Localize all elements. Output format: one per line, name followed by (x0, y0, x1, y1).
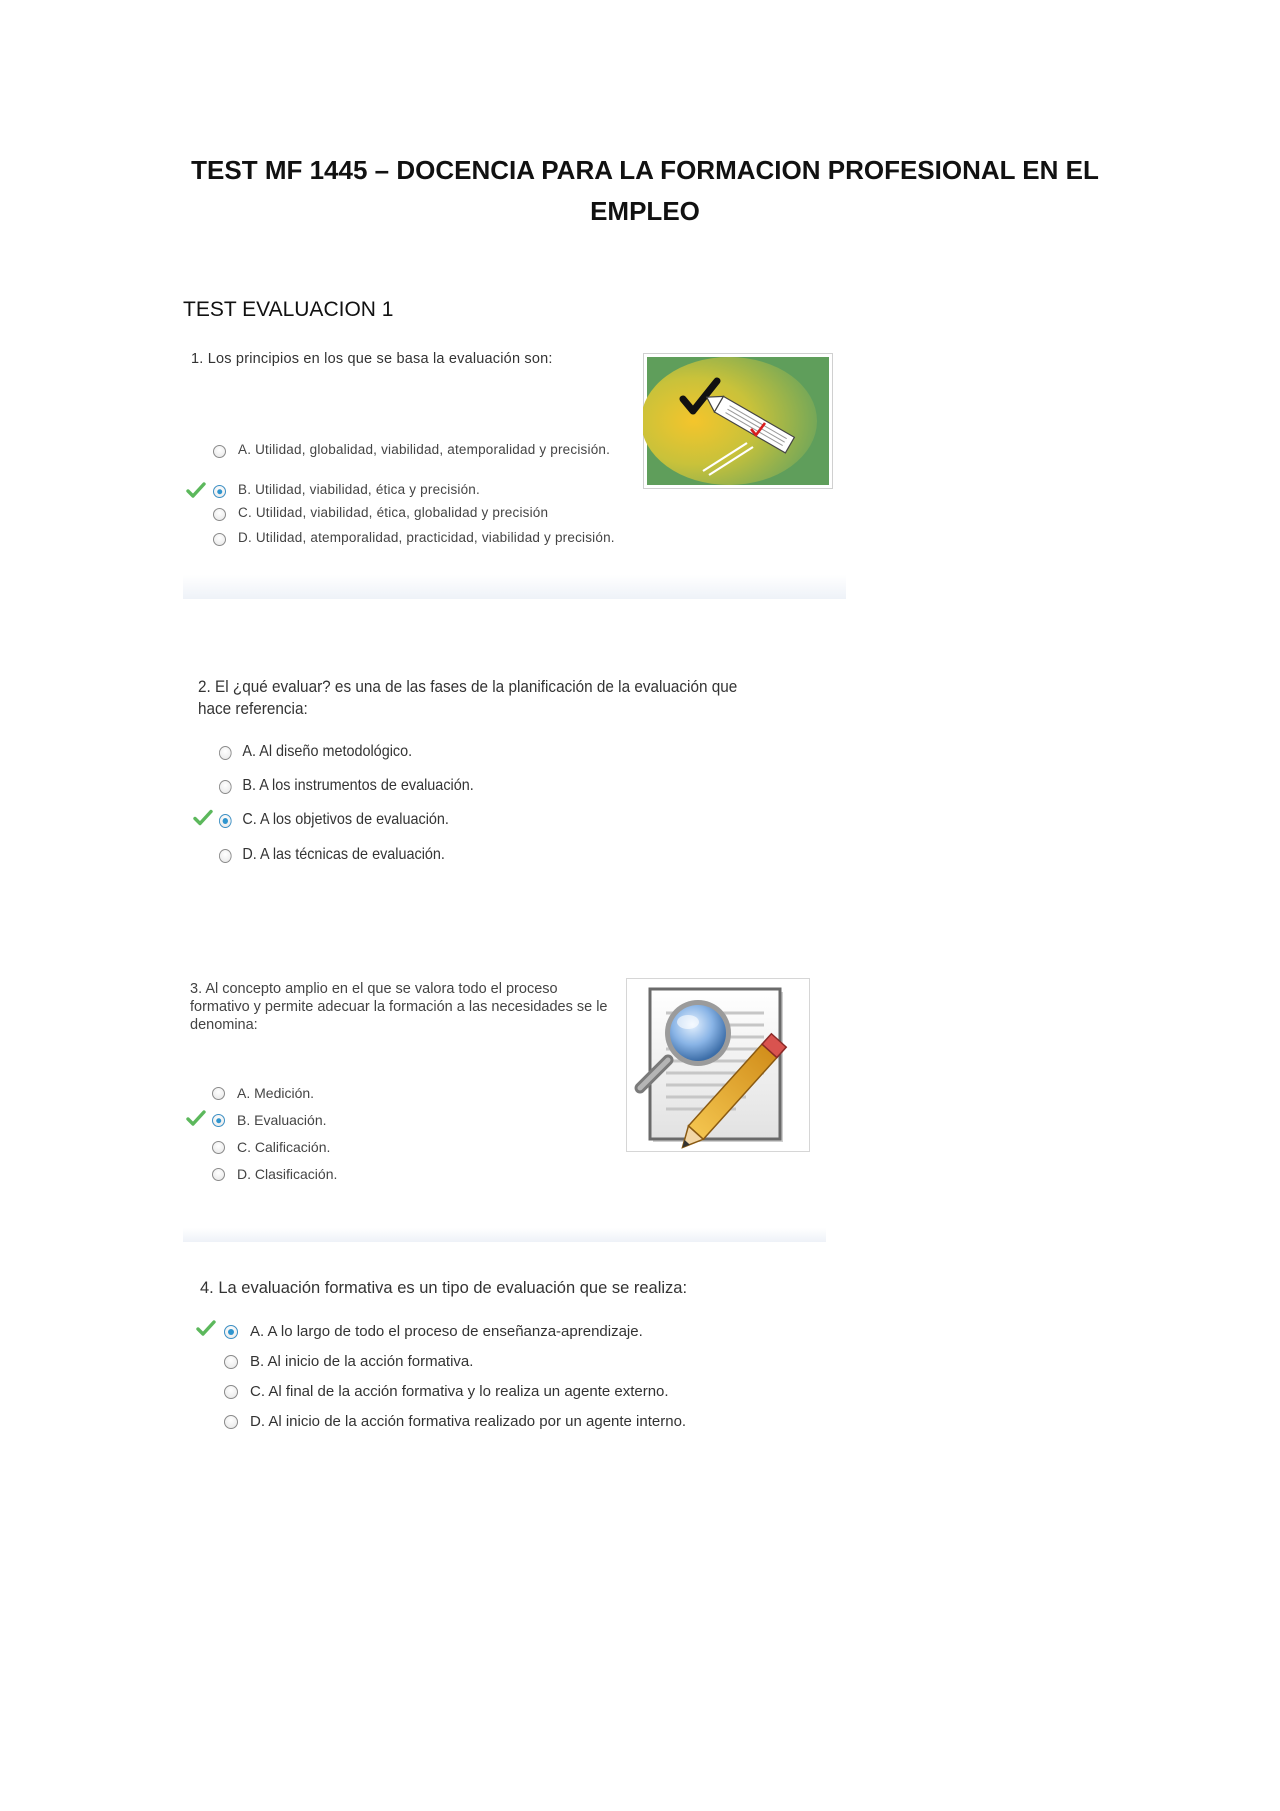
magnifier-pencil-document-icon (626, 978, 810, 1152)
question-3-option-d[interactable] (212, 1166, 337, 1182)
question-3-option-b[interactable] (212, 1112, 327, 1128)
radio-button[interactable] (213, 508, 226, 521)
document-title-line-1: TEST MF 1445 – DOCENCIA PARA LA FORMACION PROFESIONAL EN EL (191, 155, 1099, 185)
correct-check-icon (196, 1320, 216, 1336)
option-label: C. Calificación. (237, 1139, 331, 1155)
question-1-text: 1. Los principios en los que se basa la evaluación son: (191, 351, 553, 367)
option-label: B. Al inicio de la acción formativa. (250, 1353, 474, 1370)
question-3-footer-band (183, 1228, 826, 1242)
radio-button-selected[interactable] (213, 485, 226, 498)
radio-button[interactable] (212, 1141, 225, 1154)
correct-check-icon (186, 482, 206, 498)
radio-button-selected[interactable] (219, 814, 232, 828)
radio-button[interactable] (224, 1385, 238, 1399)
question-2-option-b[interactable] (219, 777, 474, 795)
radio-button[interactable] (224, 1415, 238, 1429)
option-label: C. Al final de la acción formativa y lo realiza un agente externo. (250, 1383, 669, 1400)
question-4-text: 4. La evaluación formativa es un tipo de evaluación que se realiza: (200, 1279, 688, 1297)
radio-button[interactable] (213, 533, 226, 546)
option-label: A. A lo largo de todo el proceso de enseñanza-aprendizaje. (250, 1323, 643, 1340)
question-1-option-a[interactable] (213, 442, 623, 458)
question-4-option-c[interactable] (224, 1383, 669, 1400)
option-label: D. Clasificación. (237, 1166, 338, 1182)
option-label: A. Medición. (237, 1085, 315, 1101)
radio-button[interactable] (212, 1168, 225, 1181)
radio-button-selected[interactable] (224, 1325, 238, 1339)
option-label: B. Evaluación. (237, 1112, 327, 1128)
document-title-line-2: EMPLEO (590, 196, 700, 226)
question-1-option-b[interactable] (213, 482, 623, 498)
option-label: C. A los objetivos de evaluación. (242, 811, 449, 828)
radio-button[interactable] (219, 746, 232, 760)
option-label: A. Utilidad, globalidad, viabilidad, atemporalidad y precisión. (238, 442, 611, 457)
option-label: B. Utilidad, viabilidad, ética y precisión. (238, 482, 480, 497)
question-3-option-a[interactable] (212, 1085, 314, 1101)
option-label: A. Al diseño metodológico. (242, 743, 413, 760)
option-label: D. A las técnicas de evaluación. (242, 846, 445, 863)
question-2-option-c[interactable] (219, 811, 449, 829)
correct-check-icon (193, 809, 213, 826)
radio-button-selected[interactable] (212, 1114, 225, 1127)
radio-button[interactable] (219, 849, 232, 863)
question-2-option-a[interactable] (219, 743, 412, 761)
question-1-option-d[interactable] (213, 530, 623, 546)
radio-button[interactable] (224, 1355, 238, 1369)
question-3-option-c[interactable] (212, 1139, 330, 1155)
option-label: C. Utilidad, viabilidad, ética, globalidad y precisión (238, 505, 549, 520)
question-4-option-b[interactable] (224, 1353, 473, 1370)
radio-button[interactable] (212, 1087, 225, 1100)
section-title: TEST EVALUACION 1 (183, 298, 394, 321)
question-1-footer-band (183, 575, 846, 599)
correct-check-icon (186, 1110, 206, 1126)
question-3-text: 3. Al concepto amplio en el que se valora todo el proceso formativo y permite adecuar la formación a las necesidades se le denomina: (190, 981, 608, 1033)
document-title (170, 150, 1120, 232)
radio-button[interactable] (213, 445, 226, 458)
question-2-text: 2. El ¿qué evaluar? es una de las fases de la planificación de la evaluación que hace referencia: (198, 677, 738, 718)
question-4-option-d[interactable] (224, 1413, 686, 1430)
question-4-option-a[interactable] (224, 1323, 643, 1340)
question-2-option-d[interactable] (219, 846, 445, 864)
option-label: D. Al inicio de la acción formativa realizado por un agente interno. (250, 1413, 687, 1430)
question-1-option-c[interactable] (213, 505, 623, 521)
option-label: D. Utilidad, atemporalidad, practicidad, viabilidad y precisión. (238, 530, 615, 545)
radio-button[interactable] (219, 780, 232, 794)
option-label: B. A los instrumentos de evaluación. (242, 777, 474, 794)
evaluation-checklist-icon (643, 353, 833, 489)
